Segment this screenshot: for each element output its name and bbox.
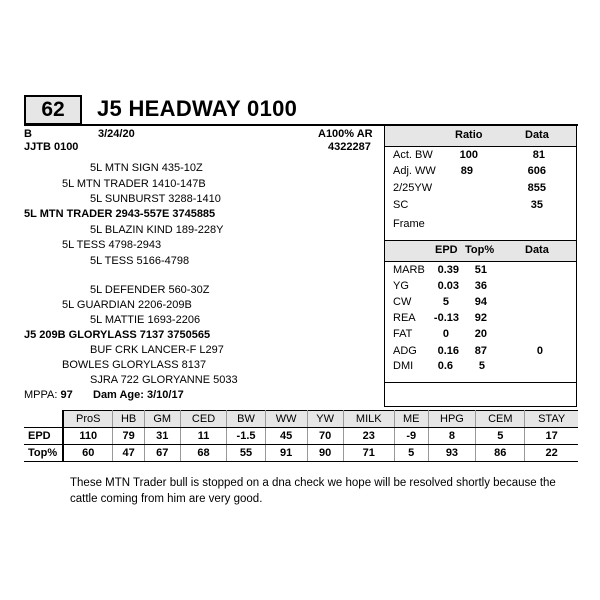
registry: A100% AR bbox=[318, 128, 373, 140]
carcass-epd-fat: 0 bbox=[442, 328, 449, 340]
pedigree-ss: 5L MTN TRADER 1410-147B bbox=[62, 178, 206, 190]
data-header: Data bbox=[525, 129, 549, 141]
perf-label-yw: 2/25YW bbox=[393, 182, 433, 194]
carcass-label-rea: REA bbox=[393, 312, 416, 324]
col-header: ProS bbox=[63, 411, 113, 428]
carcass-data-adg: 0 bbox=[536, 345, 543, 357]
pedigree-dd: BOWLES GLORYLASS 8137 bbox=[62, 359, 207, 371]
perf-ratio-adjww: 89 bbox=[460, 165, 473, 177]
carcass-top-rea: 92 bbox=[474, 312, 487, 324]
carcass-top-yg: 36 bbox=[474, 280, 487, 292]
epd-row-label: EPD bbox=[24, 428, 63, 445]
top-cell: 71 bbox=[343, 445, 394, 462]
pedigree-dds: BUF CRK LANCER-F L297 bbox=[90, 344, 224, 356]
performance-panel bbox=[384, 125, 577, 407]
pedigree-dam: J5 209B GLORYLASS 7137 3750565 bbox=[24, 329, 211, 341]
carcass-label-marb: MARB bbox=[393, 264, 425, 276]
perf-label-frame: Frame bbox=[393, 218, 425, 230]
carcass-epd-yg: 0.03 bbox=[437, 280, 459, 292]
animal-name: J5 HEADWAY 0100 bbox=[97, 96, 298, 121]
carcass-top-adg: 87 bbox=[474, 345, 487, 357]
perf-label-sc: SC bbox=[393, 199, 409, 211]
col-header: HPG bbox=[428, 411, 476, 428]
pedigree-ssd: 5L SUNBURST 3288-1410 bbox=[90, 193, 221, 205]
top-cell: 93 bbox=[428, 445, 476, 462]
top-percent-row bbox=[24, 445, 578, 462]
perf-data-adjww: 606 bbox=[527, 165, 546, 177]
epd-cell: -9 bbox=[394, 428, 428, 445]
top-row-label: Top% bbox=[24, 445, 63, 462]
carcass-top-dmi: 5 bbox=[478, 360, 485, 372]
dam-age-value: 3/10/17 bbox=[147, 389, 184, 401]
col-header: CEM bbox=[476, 411, 525, 428]
perf-label-actbw: Act. BW bbox=[393, 149, 433, 161]
epd-table-corner bbox=[24, 411, 63, 428]
panel-divider bbox=[385, 382, 576, 383]
top-cell: 47 bbox=[113, 445, 144, 462]
pedigree-ddd: SJRA 722 GLORYANNE 5033 bbox=[90, 374, 238, 386]
ratio-header: Ratio bbox=[455, 129, 483, 141]
epd-row bbox=[24, 428, 578, 445]
epd-cell: 45 bbox=[265, 428, 307, 445]
lot-comment: These MTN Trader bull is stopped on a dna check we hope will be resolved shortly because the cattle coming from him are very good. bbox=[70, 477, 556, 505]
carcass-label-fat: FAT bbox=[393, 328, 413, 340]
pedigree-sss: 5L MTN SIGN 435-10Z bbox=[90, 162, 203, 174]
top-cell: 90 bbox=[307, 445, 343, 462]
pedigree-sd: 5L TESS 4798-2943 bbox=[62, 239, 162, 251]
birth-date: 3/24/20 bbox=[98, 128, 135, 140]
epd-cell: 110 bbox=[63, 428, 113, 445]
mppa-value: 97 bbox=[60, 389, 73, 401]
carcass-epd-rea: -0.13 bbox=[433, 312, 459, 324]
top-cell: 60 bbox=[63, 445, 113, 462]
carcass-epd-dmi: 0.6 bbox=[437, 360, 453, 372]
reg-number: 4322287 bbox=[328, 141, 371, 153]
carcass-label-dmi: DMI bbox=[393, 360, 414, 372]
mppa bbox=[24, 389, 73, 401]
perf-label-adjww: Adj. WW bbox=[393, 165, 436, 177]
carcass-top-marb: 51 bbox=[474, 264, 487, 276]
top-cell: 5 bbox=[394, 445, 428, 462]
carcass-label-cw: CW bbox=[393, 296, 412, 308]
epd-cell: 11 bbox=[180, 428, 227, 445]
carcass-data-header: Data bbox=[525, 244, 549, 256]
epd-cell: 23 bbox=[343, 428, 394, 445]
col-header: STAY bbox=[525, 411, 578, 428]
top-cell: 22 bbox=[525, 445, 578, 462]
carcass-label-yg: YG bbox=[393, 280, 409, 292]
epd-cell: 5 bbox=[476, 428, 525, 445]
carcass-epd-adg: 0.16 bbox=[437, 345, 459, 357]
top-cell: 86 bbox=[476, 445, 525, 462]
top-cell: 68 bbox=[180, 445, 227, 462]
epd-header: EPD bbox=[435, 244, 458, 256]
carcass-label-adg: ADG bbox=[393, 345, 417, 357]
perf-data-actbw: 81 bbox=[532, 149, 545, 161]
epd-summary-table bbox=[24, 410, 578, 462]
epd-cell: -1.5 bbox=[227, 428, 265, 445]
col-header: GM bbox=[144, 411, 180, 428]
tattoo: JJTB 0100 bbox=[24, 141, 79, 153]
pedigree-sds: 5L BLAZIN KIND 189-228Y bbox=[90, 224, 224, 236]
col-header: HB bbox=[113, 411, 144, 428]
top-header: Top% bbox=[465, 244, 495, 256]
col-header: CED bbox=[180, 411, 227, 428]
pedigree-dsd: 5L MATTIE 1693-2206 bbox=[90, 314, 201, 326]
col-header: WW bbox=[265, 411, 307, 428]
top-cell: 91 bbox=[265, 445, 307, 462]
epd-cell: 31 bbox=[144, 428, 180, 445]
pedigree-ds: 5L GUARDIAN 2206-209B bbox=[62, 299, 192, 311]
col-header: ME bbox=[394, 411, 428, 428]
perf-data-sc: 35 bbox=[530, 199, 543, 211]
lot-number: 62 bbox=[24, 95, 82, 125]
pedigree-sdd: 5L TESS 5166-4798 bbox=[90, 255, 190, 267]
carcass-epd-cw: 5 bbox=[442, 296, 449, 308]
col-header: YW bbox=[307, 411, 343, 428]
perf-ratio-actbw: 100 bbox=[459, 149, 478, 161]
perf-data-yw: 855 bbox=[527, 182, 546, 194]
top-cell: 55 bbox=[227, 445, 265, 462]
carcass-epd-marb: 0.39 bbox=[437, 264, 459, 276]
epd-table-header-row bbox=[24, 411, 578, 428]
sex: B bbox=[24, 128, 32, 140]
col-header: MILK bbox=[343, 411, 394, 428]
carcass-top-fat: 20 bbox=[474, 328, 487, 340]
top-cell: 67 bbox=[144, 445, 180, 462]
mppa-label: MPPA: bbox=[24, 389, 58, 401]
carcass-top-cw: 94 bbox=[474, 296, 487, 308]
epd-cell: 70 bbox=[307, 428, 343, 445]
pedigree-sire: 5L MTN TRADER 2943-557E 3745885 bbox=[24, 208, 216, 220]
col-header: BW bbox=[227, 411, 265, 428]
dam-age bbox=[93, 389, 184, 401]
epd-cell: 79 bbox=[113, 428, 144, 445]
epd-cell: 8 bbox=[428, 428, 476, 445]
pedigree-dss: 5L DEFENDER 560-30Z bbox=[90, 284, 210, 296]
dam-age-label: Dam Age: bbox=[93, 389, 144, 401]
epd-cell: 17 bbox=[525, 428, 578, 445]
